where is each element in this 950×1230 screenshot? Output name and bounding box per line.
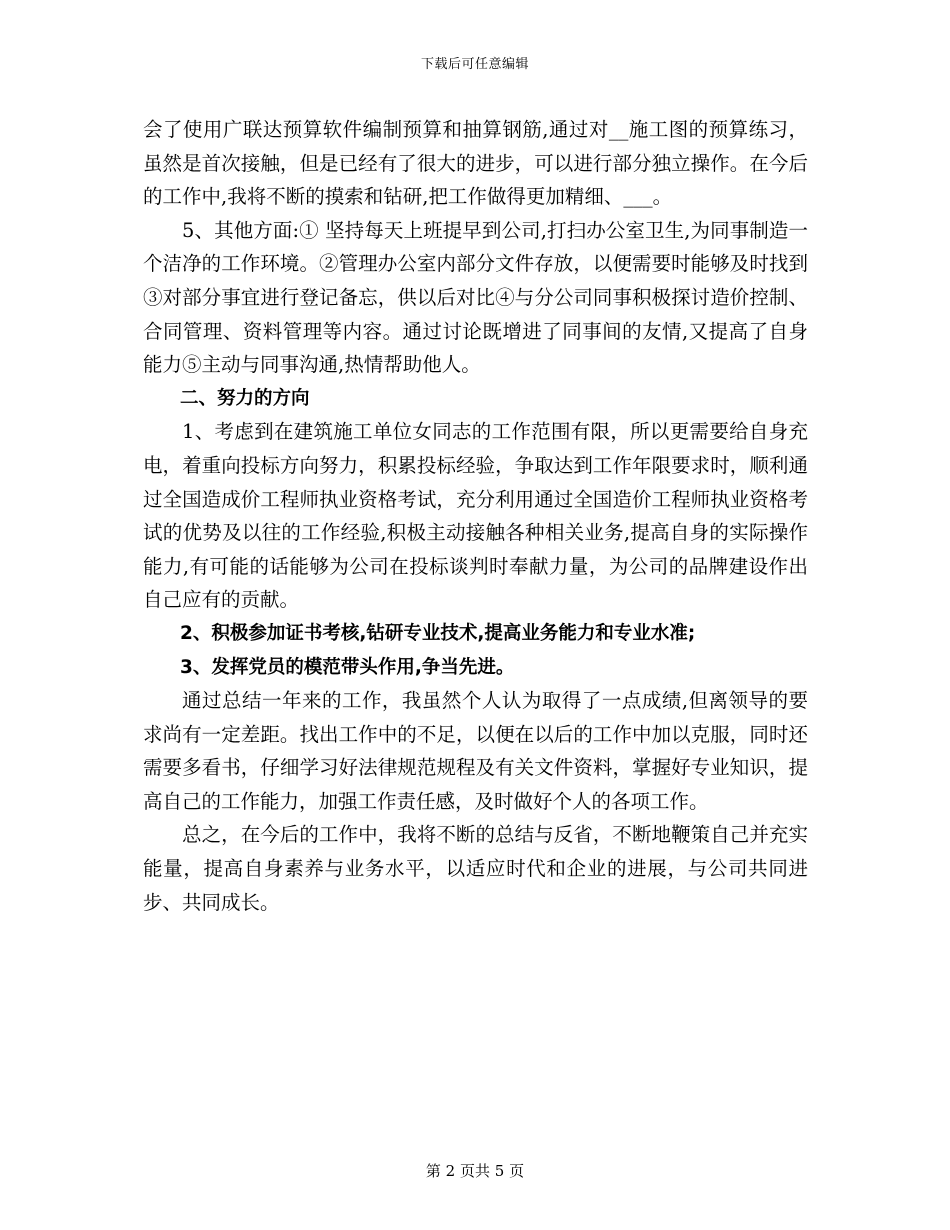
page-header: 下载后可任意编辑 (420, 57, 529, 72)
paragraph-conclusion: 总之，在今后的工作中，我将不断的总结与反省，不断地鞭策自己并充实能量，提高自身素养与业务水平，以适应时代和企业的进展，与公司共同进步、共同成长。 (143, 823, 808, 914)
paragraph-software-training: 会了使用广联达预算软件编制预算和抽算钢筋,通过对__施工图的预算练习，虽然是首次接触，但是已经有了很大的进步，可以进行部分独立操作。在今后的工作中,我将不断的摸索和钻研,把工作做得更加精细、___。 (143, 118, 808, 209)
page-number: 第 2 页共 5 页 (425, 1162, 525, 1180)
document-body (143, 113, 808, 919)
paragraph-direction-2: 2、积极参加证书考核,钻研专业技术,提高业务能力和专业水准; (180, 622, 696, 644)
section-heading-direction: 二、努力的方向 (180, 387, 310, 409)
paragraph-direction-3: 3、发挥党员的模范带头作用,争当先进。 (180, 656, 515, 678)
paragraph-other-aspects: 5、其他方面:① 坚持每天上班提早到公司,打扫办公室卫生,为同事制造一个洁净的工作环境。②管理办公室内部分文件存放，以便需要时能够及时找到③对部分事宜进行登记备忘，供以后对比④与分公司同事积极探讨造价控制、合同管理、资料管理等内容。通过讨论既增进了同事间的友情,又提高了自身能力⑤主动与同事沟通,热情帮助他人。 (143, 218, 808, 377)
paragraph-summary: 通过总结一年来的工作，我虽然个人认为取得了一点成绩,但离领导的要求尚有一定差距。找出工作中的不足，以便在以后的工作中加以克服，同时还需要多看书，仔细学习好法律规范规程及有关文件资料，掌握好专业知识，提高自己的工作能力，加强工作责任感，及时做好个人的各项工作。 (143, 689, 808, 813)
paragraph-direction-1: 1、考虑到在建筑施工单位女同志的工作范围有限，所以更需要给自身充电，着重向投标方向努力，积累投标经验，争取达到工作年限要求时，顺利通过全国造成价工程师执业资格考试，充分利用通过全国造价工程师执业资格考试的优势及以往的工作经验,积极主动接触各种相关业务,提高自身的实际操作能力,有可能的话能够为公司在投标谈判时奉献力量，为公司的品牌建设作出自己应有的贡献。 (143, 420, 808, 612)
